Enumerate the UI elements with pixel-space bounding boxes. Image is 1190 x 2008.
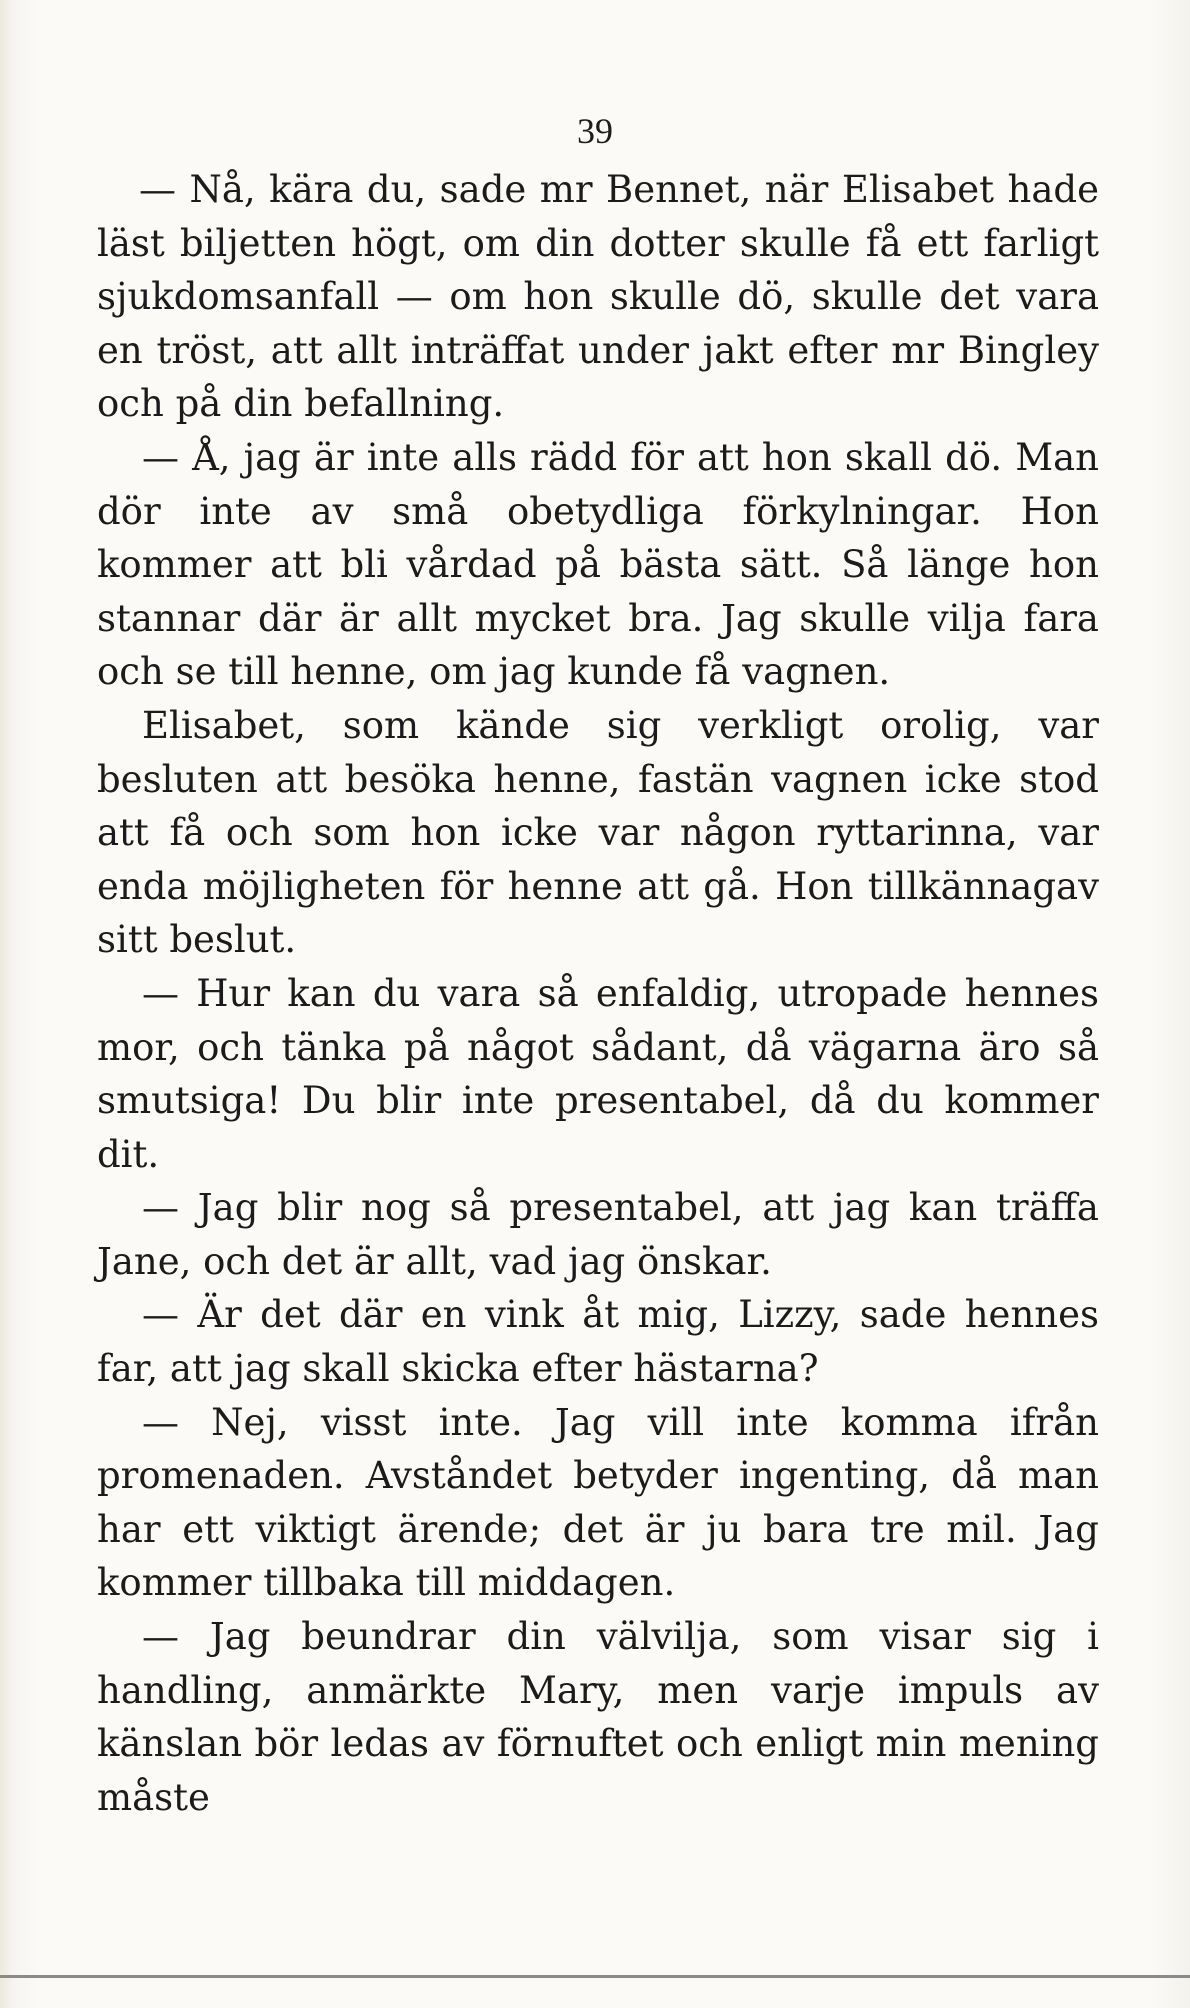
paragraph-5: — Jag blir nog så presentabel, att jag kan träffa Jane, och det är allt, vad jag önskar.	[97, 1186, 1099, 1283]
paragraph-4: — Hur kan du vara så enfaldig, utropade hennes mor, och tänka på något sådant, då vägarna äro så smutsiga! Du blir inte presentabel, då du kommer dit.	[97, 971, 1099, 1176]
page-number: 39	[577, 111, 613, 151]
page-bottom-edge	[0, 1975, 1190, 1978]
paragraph-2: — Å, jag är inte alls rädd för att hon skall dö. Man dör inte av små obetydliga förkylningar. Hon kommer att bli vårdad på bästa sätt. Så länge hon stannar där är allt mycket bra. Jag skulle vilja fara och se till henne, om jag kunde få vagnen.	[97, 435, 1099, 694]
paragraph-6: — Är det där en vink åt mig, Lizzy, sade hennes far, att jag skall skicka efter hästarna?	[97, 1293, 1099, 1391]
body-text	[97, 163, 1099, 1824]
paragraph-1: — Nå, kära du, sade mr Bennet, när Elisabet hade läst biljetten högt, om din dotter skulle få ett farligt sjukdomsanfall — om hon skulle dö, skulle det vara en tröst, att allt inträffat under jakt efter mr Bingley och på din befallning.	[97, 168, 1099, 426]
paragraph-3: Elisabet, som kände sig verkligt orolig, var besluten att besöka henne, fastän vagnen icke stod att få och som hon icke var någon ryttarinna, var enda möjligheten för henne att gå. Hon tillkännagav sitt beslut.	[97, 703, 1099, 962]
paragraph-7: — Nej, visst inte. Jag vill inte komma ifrån promenaden. Avståndet betyder ingenting, då man har ett viktigt ärende; det är ju bara tre mil. Jag kommer tillbaka till middagen.	[97, 1400, 1099, 1605]
paragraph-8: — Jag beundrar din välvilja, som visar sig i handling, anmärkte Mary, men varje impuls av känslan bör ledas av förnuftet och enligt min mening måste	[97, 1615, 1099, 1819]
